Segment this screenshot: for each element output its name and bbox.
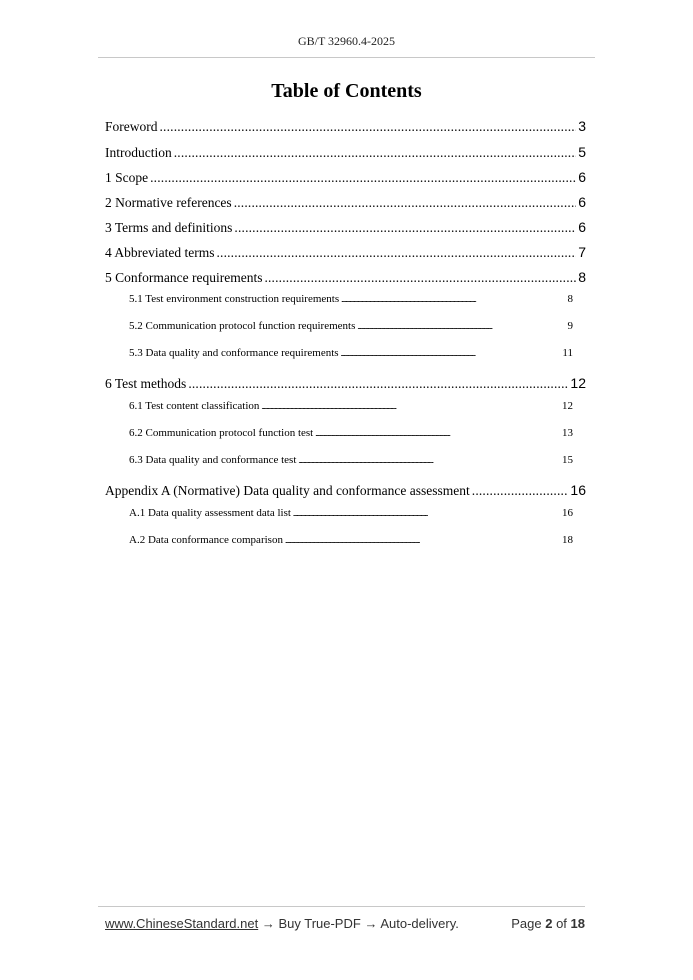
toc-leader-dots (264, 270, 576, 286)
toc-entry-label: 6.2 Communication protocol function test (129, 427, 314, 439)
toc-entry-page: 6 (578, 169, 586, 185)
toc-leader-dots (188, 376, 568, 392)
toc-entry-label: Introduction (105, 145, 172, 160)
toc-entry-label: Foreword (105, 119, 158, 134)
toc-entry-test-methods[interactable] (105, 375, 586, 392)
toc-entry-page: 12 (562, 400, 573, 412)
footer-divider (98, 906, 585, 907)
toc-leader-dots (261, 402, 560, 411)
toc-entry-foreword[interactable] (105, 118, 586, 135)
toc-subentry-6-1[interactable] (129, 400, 573, 412)
total-page-number: 18 (570, 916, 585, 931)
toc-entry-label: Appendix A (Normative) Data quality and conformance assessment (105, 483, 470, 498)
toc-entry-label: 4 Abbreviated terms (105, 245, 215, 260)
header-divider (98, 57, 595, 58)
toc-entry-label: 3 Terms and definitions (105, 220, 233, 235)
toc-entry-abbreviated-terms[interactable] (105, 244, 586, 261)
toc-subentry-5-2[interactable] (129, 320, 573, 332)
auto-delivery-text: Auto-delivery. (380, 916, 459, 931)
toc-entry-page: 5 (578, 144, 586, 160)
toc-entry-conformance-requirements[interactable] (105, 269, 586, 286)
toc-entry-page: 6 (578, 219, 586, 235)
toc-leader-dots (298, 456, 560, 465)
toc-leader-dots (472, 483, 569, 499)
toc-entry-page: 16 (570, 482, 586, 498)
toc-entry-page: 12 (570, 375, 586, 391)
toc-entry-appendix-a[interactable] (105, 482, 586, 499)
toc-entry-normative-references[interactable] (105, 194, 586, 211)
toc-leader-dots (174, 145, 576, 161)
toc-leader-dots (150, 170, 576, 186)
buy-pdf-text: Buy True-PDF (278, 916, 361, 931)
toc-subentry-5-1[interactable] (129, 293, 573, 305)
toc-leader-dots (160, 119, 577, 135)
toc-entry-page: 18 (562, 534, 573, 546)
toc-entry-label: 1 Scope (105, 170, 149, 185)
footer-promo (105, 916, 459, 931)
toc-entry-page: 15 (562, 454, 573, 466)
toc-entry-label: 6.1 Test content classification (129, 400, 260, 412)
toc-entry-label: 6 Test methods (105, 376, 187, 391)
toc-entry-introduction[interactable] (105, 144, 586, 161)
toc-entry-page: 8 (578, 269, 586, 285)
toc-title: Table of Contents (271, 80, 422, 102)
toc-subentry-6-2[interactable] (129, 427, 573, 439)
toc-entry-label: 6.3 Data quality and conformance test (129, 454, 297, 466)
arrow-right-icon: → (364, 916, 378, 931)
site-link[interactable]: www.ChineseStandard.net (105, 916, 259, 931)
toc-entry-label: 2 Normative references (105, 195, 232, 210)
toc-leader-dots (216, 245, 576, 261)
document-code-header: GB/T 32960.4-2025 (297, 34, 396, 48)
toc-subentry-6-3[interactable] (129, 454, 573, 466)
toc-entry-label: 5.1 Test environment construction requirements (129, 293, 340, 305)
toc-entry-page: 7 (578, 244, 586, 260)
toc-leader-dots (234, 195, 577, 211)
toc-entry-label: 5.2 Communication protocol function requirements (129, 320, 356, 332)
toc-entry-label: 5.3 Data quality and conformance requirements (129, 347, 339, 359)
toc-leader-dots (234, 220, 576, 236)
toc-leader-dots (293, 509, 560, 518)
current-page-number: 2 (545, 916, 553, 931)
toc-subentry-5-3[interactable] (129, 347, 573, 359)
toc-entry-page: 3 (578, 118, 586, 134)
toc-entry-page: 6 (578, 194, 586, 210)
toc-entry-page: 9 (567, 320, 573, 332)
toc-entry-label: A.1 Data quality assessment data list (129, 507, 291, 519)
toc-subentry-a-2[interactable] (129, 534, 573, 546)
toc-entry-label: 5 Conformance requirements (105, 270, 263, 285)
toc-entry-page: 8 (567, 293, 573, 305)
page-word: Page (511, 916, 542, 931)
toc-entry-page: 16 (562, 507, 573, 519)
toc-entry-terms-definitions[interactable] (105, 219, 586, 236)
page-footer (105, 916, 585, 931)
toc-leader-dots (315, 429, 560, 438)
toc-leader-dots (341, 295, 565, 304)
of-word: of (556, 916, 567, 931)
toc-subentry-a-1[interactable] (129, 507, 573, 519)
toc-leader-dots (341, 349, 561, 358)
page-indicator (511, 916, 585, 931)
toc-leader-dots (357, 322, 565, 331)
arrow-right-icon: → (261, 916, 275, 931)
toc-entry-label: A.2 Data conformance comparison (129, 534, 283, 546)
toc-entry-scope[interactable] (105, 169, 586, 186)
toc-leader-dots (285, 536, 560, 545)
toc-entry-page: 11 (562, 347, 573, 359)
toc-entry-page: 13 (562, 427, 573, 439)
